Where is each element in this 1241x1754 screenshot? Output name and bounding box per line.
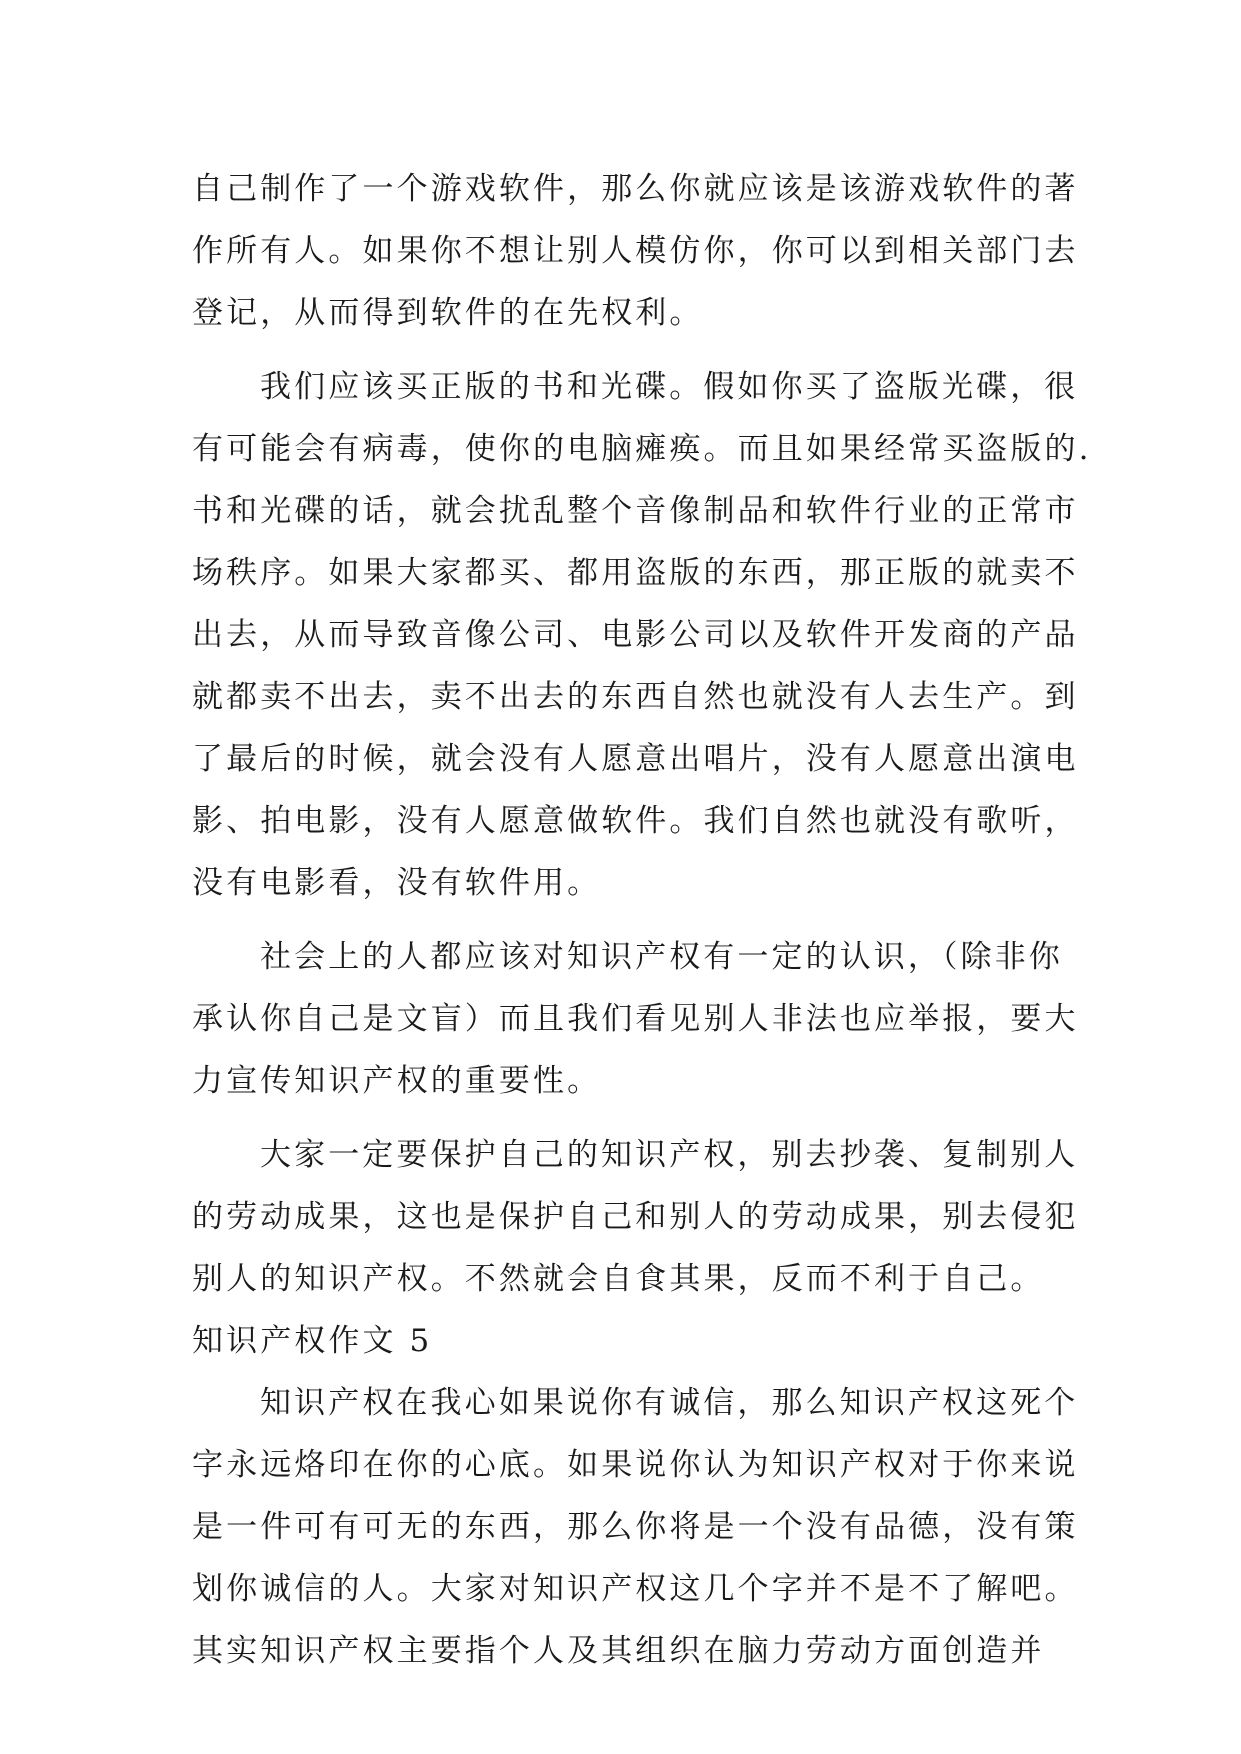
paragraph-line: 登记，从而得到软件的在先权利。: [192, 295, 704, 331]
paragraph-3: [192, 926, 1079, 1112]
paragraph-line: 了最后的时候，就会没有人愿意出唱片，没有人愿意出演电: [192, 741, 1079, 777]
paragraph-line: 承认你自己是文盲）而且我们看见别人非法也应举报，要大: [192, 1001, 1079, 1037]
paragraph-line: 是一件可有可无的东西，那么你将是一个没有品德，没有策: [192, 1509, 1079, 1545]
document-body: [192, 158, 1092, 1682]
paragraph-line: 社会上的人都应该对知识产权有一定的认识，（除非你: [260, 939, 1063, 975]
paragraph-gap: [192, 914, 1072, 926]
paragraph-line: 划你诚信的人。大家对知识产权这几个字并不是不了解吧。: [192, 1571, 1079, 1607]
paragraph-line: 字永远烙印在你的心底。如果说你认为知识产权对于你来说: [192, 1447, 1079, 1483]
section-heading: 知识产权作文 5: [192, 1323, 433, 1359]
paragraph-5: [192, 1372, 1079, 1682]
paragraph-line: 出去，从而导致音像公司、电影公司以及软件开发商的产品: [192, 617, 1079, 653]
paragraph-line: 别人的知识产权。不然就会自食其果，反而不利于自己。: [192, 1261, 1045, 1297]
paragraph-line: 影、拍电影，没有人愿意做软件。我们自然也就没有歌听，: [192, 803, 1079, 839]
paragraph-4: [192, 1124, 1079, 1310]
paragraph-line: 我们应该买正版的书和光碟。假如你买了盗版光碟，很: [260, 369, 1079, 405]
paragraph-line: 书和光碟的话，就会扰乱整个音像制品和软件行业的正常市: [192, 493, 1079, 529]
paragraph-line: 大家一定要保护自己的知识产权，别去抄袭、复制别人: [260, 1137, 1079, 1173]
paragraph-line: 没有电影看，没有软件用。: [192, 865, 602, 901]
paragraph-line: 有可能会有病毒，使你的电脑瘫痪。而且如果经常买盗版的.: [192, 431, 1092, 467]
paragraph-2: [192, 356, 1092, 914]
paragraph-gap: [192, 344, 1072, 356]
paragraph-line: 场秩序。如果大家都买、都用盗版的东西，那正版的就卖不: [192, 555, 1079, 591]
paragraph-1: [192, 158, 1079, 344]
paragraph-gap: [192, 1112, 1072, 1124]
paragraph-line: 自己制作了一个游戏软件，那么你就应该是该游戏软件的著: [192, 171, 1079, 207]
paragraph-line: 力宣传知识产权的重要性。: [192, 1063, 602, 1099]
paragraph-line: 的劳动成果，这也是保护自己和别人的劳动成果，别去侵犯: [192, 1199, 1079, 1235]
paragraph-line: 就都卖不出去，卖不出去的东西自然也就没有人去生产。到: [192, 679, 1079, 715]
paragraph-line: 作所有人。如果你不想让别人模仿你，你可以到相关部门去: [192, 233, 1079, 269]
paragraph-line: 其实知识产权主要指个人及其组织在脑力劳动方面创造并: [192, 1633, 1045, 1669]
paragraph-line: 知识产权在我心如果说你有诚信，那么知识产权这死个: [260, 1385, 1079, 1421]
